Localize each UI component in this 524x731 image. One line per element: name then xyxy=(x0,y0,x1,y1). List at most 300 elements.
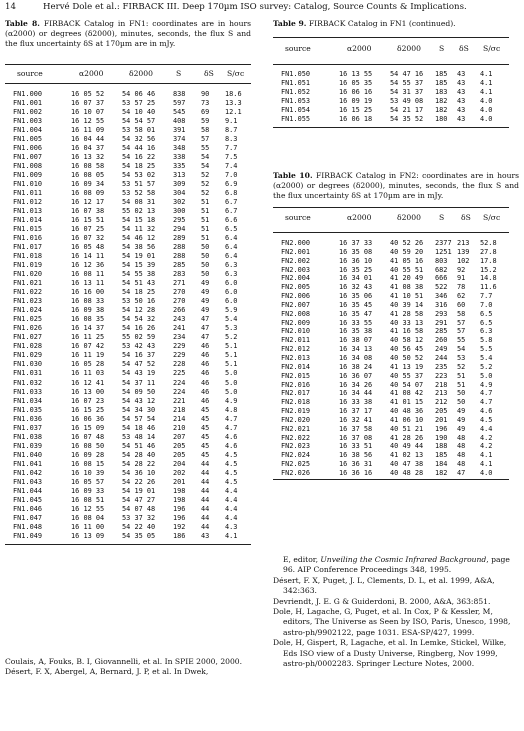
cell-flux: 304 xyxy=(173,189,186,198)
cell-ra: 16 09 33 xyxy=(71,486,105,495)
cell-ra: 16 33 51 xyxy=(339,442,373,451)
cell-dec: 54 46 12 xyxy=(122,234,156,243)
cell-dec: 54 51 46 xyxy=(122,441,156,450)
cell-flux: 234 xyxy=(173,333,186,342)
cell-source: FN1.014 xyxy=(13,216,43,225)
cell-source: FN1.019 xyxy=(13,261,43,270)
cell-ra: 16 34 01 xyxy=(339,274,373,283)
cell-ra: 16 07 32 xyxy=(71,234,105,243)
cell-flux: 180 xyxy=(435,115,448,124)
col-ra: α2000 xyxy=(347,213,372,222)
table8-caption-label: Table 8. xyxy=(5,19,40,28)
cell-flux: 348 xyxy=(173,144,186,153)
cell-source: FN1.013 xyxy=(13,207,43,216)
cell-flux: 205 xyxy=(173,441,186,450)
cell-source: FN1.006 xyxy=(13,144,43,153)
table-row xyxy=(5,369,251,378)
cell-snr: 4.0 xyxy=(480,115,493,124)
cell-ra: 16 36 31 xyxy=(339,460,373,469)
cell-flux: 207 xyxy=(173,432,186,441)
cell-dec: 40 51 21 xyxy=(390,424,424,433)
cell-dec: 54 28 22 xyxy=(122,459,156,468)
cell-ra: 16 05 35 xyxy=(339,79,373,88)
cell-dec: 54 54 32 xyxy=(122,315,156,324)
cell-dec: 54 57 54 xyxy=(122,414,156,423)
table-row xyxy=(5,505,251,514)
table-row xyxy=(273,442,509,451)
cell-snr: 4.5 xyxy=(225,468,238,477)
cell-flux-err: 45 xyxy=(201,450,210,459)
cell-snr: 5.3 xyxy=(225,324,238,333)
cell-snr: 6.4 xyxy=(225,243,238,252)
table8-caption xyxy=(5,19,251,50)
cell-flux-err: 62 xyxy=(457,292,466,301)
cell-ra: 16 37 58 xyxy=(339,424,373,433)
cell-flux-err: 51 xyxy=(201,207,210,216)
cell-flux-err: 49 xyxy=(457,415,466,424)
cell-ra: 16 08 50 xyxy=(71,441,105,450)
cell-ra: 16 14 37 xyxy=(71,324,105,333)
cell-dec: 41 01 15 xyxy=(390,398,424,407)
cell-flux: 229 xyxy=(173,342,186,351)
cell-ra: 16 32 41 xyxy=(339,415,373,424)
cell-ra: 16 34 08 xyxy=(339,353,373,362)
cell-source: FN2.016 xyxy=(281,380,311,389)
cell-snr: 6.5 xyxy=(225,225,238,234)
cell-dec: 54 16 37 xyxy=(122,351,156,360)
cell-snr: 15.2 xyxy=(480,265,497,274)
cell-flux: 205 xyxy=(173,450,186,459)
reference-part: E, editor, xyxy=(283,555,321,564)
cell-flux-err: 49 xyxy=(201,288,210,297)
cell-dec: 54 47 52 xyxy=(122,360,156,369)
cell-ra: 16 07 42 xyxy=(71,342,105,351)
cell-flux-err: 43 xyxy=(457,115,466,124)
cell-dec: 40 59 20 xyxy=(390,247,424,256)
cell-flux: 185 xyxy=(435,451,448,460)
cell-snr: 6.5 xyxy=(480,309,493,318)
cell-source: FN1.035 xyxy=(13,405,43,414)
cell-ra: 16 35 45 xyxy=(339,300,373,309)
cell-ra: 16 07 38 xyxy=(71,207,105,216)
table9-caption-text: FIRBACK Catalog in FN1 (continued). xyxy=(308,19,456,28)
table-row xyxy=(5,532,251,541)
cell-source: FN1.010 xyxy=(13,180,43,189)
table8-body xyxy=(5,90,251,541)
table-row xyxy=(5,225,251,234)
table-row xyxy=(5,117,251,126)
table-row xyxy=(273,257,509,266)
cell-snr: 4.3 xyxy=(225,522,238,531)
cell-flux: 185 xyxy=(435,70,448,78)
cell-flux: 198 xyxy=(173,486,186,495)
reference-item: Désert, F. X, Abergel, A, Bernard, J. P, et al. In Dwek, xyxy=(5,667,209,677)
cell-flux-err: 45 xyxy=(201,405,210,414)
cell-flux: 182 xyxy=(435,97,448,106)
col-dec: δ2000 xyxy=(397,44,421,53)
cell-snr: 14.8 xyxy=(480,274,497,283)
table10-caption-text: FIRBACK Catalog in FN2: coordinates are in hours (α2000) or degrees (δ2000), minutes, seconds, the flux S and the flux uncertainty δS at 170µm are in mJy. xyxy=(273,171,520,201)
cell-source: FN1.038 xyxy=(13,432,43,441)
cell-flux: 202 xyxy=(173,468,186,477)
table-row xyxy=(5,442,251,451)
cell-dec: 54 11 32 xyxy=(122,225,156,234)
cell-snr: 4.6 xyxy=(480,407,493,416)
cell-flux-err: 43 xyxy=(457,106,466,115)
cell-snr: 5.9 xyxy=(225,306,238,315)
table-row xyxy=(5,288,251,297)
cell-ra: 16 09 19 xyxy=(339,97,373,106)
cell-dec: 54 18 25 xyxy=(122,288,156,297)
table-row xyxy=(273,372,509,381)
cell-flux-err: 47 xyxy=(201,333,210,342)
cell-source: FN2.003 xyxy=(281,265,311,274)
cell-source: FN1.037 xyxy=(13,423,43,432)
cell-flux: 196 xyxy=(435,424,448,433)
cell-ra: 16 05 48 xyxy=(71,243,105,252)
cell-ra: 16 09 34 xyxy=(71,180,105,189)
cell-dec: 54 35 05 xyxy=(122,531,156,540)
cell-flux: 260 xyxy=(435,336,448,345)
table-row xyxy=(273,115,509,124)
table-row xyxy=(5,523,251,532)
cell-ra: 16 38 24 xyxy=(339,362,373,371)
cell-flux: 285 xyxy=(435,327,448,336)
cell-flux-err: 46 xyxy=(201,360,210,369)
cell-ra: 16 34 44 xyxy=(339,389,373,398)
cell-ra: 16 08 58 xyxy=(71,162,105,171)
table-row xyxy=(273,310,509,319)
cell-source: FN1.052 xyxy=(281,88,311,97)
cell-flux: 271 xyxy=(173,279,186,288)
table-row xyxy=(5,351,251,360)
table-row xyxy=(273,381,509,390)
table-row xyxy=(5,108,251,117)
cell-dec: 54 38 56 xyxy=(122,243,156,252)
table8-header-rule xyxy=(5,83,251,84)
cell-flux-err: 50 xyxy=(201,270,210,279)
cell-source: FN1.034 xyxy=(13,396,43,405)
cell-dec: 54 08 31 xyxy=(122,198,156,207)
cell-ra: 16 13 55 xyxy=(339,70,373,78)
col-flux: S xyxy=(439,44,445,53)
cell-flux-err: 91 xyxy=(457,274,466,283)
col-source: source xyxy=(285,44,311,53)
table-row xyxy=(5,487,251,496)
cell-source: FN1.024 xyxy=(13,306,43,315)
cell-flux-err: 45 xyxy=(201,414,210,423)
cell-flux: 283 xyxy=(173,270,186,279)
cell-dec: 41 02 13 xyxy=(390,451,424,460)
cell-source: FN2.026 xyxy=(281,468,311,477)
cell-source: FN1.039 xyxy=(13,441,43,450)
table-row xyxy=(5,514,251,523)
table-row xyxy=(273,451,509,460)
cell-snr: 4.6 xyxy=(225,441,238,450)
table-row xyxy=(273,106,509,115)
cell-flux-err: 60 xyxy=(457,300,466,309)
cell-ra: 16 08 33 xyxy=(71,297,105,306)
cell-flux: 666 xyxy=(435,274,448,283)
cell-flux-err: 58 xyxy=(457,309,466,318)
cell-dec: 54 43 12 xyxy=(122,396,156,405)
cell-source: FN2.013 xyxy=(281,353,311,362)
cell-flux: 291 xyxy=(435,318,448,327)
cell-flux-err: 51 xyxy=(201,198,210,207)
cell-source: FN1.028 xyxy=(13,342,43,351)
table-row xyxy=(5,333,251,342)
cell-flux: 249 xyxy=(435,345,448,354)
cell-ra: 16 13 00 xyxy=(71,387,105,396)
cell-dec: 53 37 32 xyxy=(122,513,156,522)
cell-ra: 16 33 38 xyxy=(339,398,373,407)
cell-snr: 4.1 xyxy=(480,451,493,460)
cell-flux: 266 xyxy=(173,306,186,315)
table-row xyxy=(5,433,251,442)
cell-source: FN1.051 xyxy=(281,79,311,88)
cell-dec: 40 33 13 xyxy=(390,318,424,327)
cell-dec: 41 16 58 xyxy=(390,327,424,336)
table-row xyxy=(273,79,509,88)
cell-source: FN1.049 xyxy=(13,531,43,540)
running-title: Hervé Dole et al.: FIRBACK III. Deep 170µm ISO survey: Catalog, Source Counts & Implications. xyxy=(43,2,467,12)
cell-flux-err: 47 xyxy=(201,324,210,333)
cell-snr: 5.5 xyxy=(480,345,493,354)
cell-dec: 53 48 14 xyxy=(122,432,156,441)
cell-source: FN2.004 xyxy=(281,274,311,283)
table-row xyxy=(5,451,251,460)
cell-ra: 16 35 25 xyxy=(339,265,373,274)
cell-flux-err: 44 xyxy=(201,513,210,522)
cell-snr: 7.5 xyxy=(225,153,238,162)
cell-ra: 16 04 37 xyxy=(71,144,105,153)
cell-source: FN1.018 xyxy=(13,252,43,261)
cell-flux-err: 44 xyxy=(201,468,210,477)
reference-item: Devriendt, J. E. G & Guiderdoni, B. 2000, A&A, 363:851. xyxy=(273,596,491,606)
cell-dec: 54 06 46 xyxy=(122,90,156,98)
cell-dec: 54 16 22 xyxy=(122,153,156,162)
cell-ra: 16 37 17 xyxy=(339,407,373,416)
table10-body xyxy=(273,239,509,478)
cell-source: FN2.019 xyxy=(281,407,311,416)
col-source: source xyxy=(17,69,43,78)
table-row xyxy=(273,97,509,106)
cell-ra: 16 04 44 xyxy=(71,135,105,144)
cell-flux-err: 43 xyxy=(457,79,466,88)
cell-flux-err: 46 xyxy=(201,369,210,378)
table-row xyxy=(273,345,509,354)
table-row xyxy=(273,398,509,407)
cell-snr: 5.1 xyxy=(225,351,238,360)
table-row xyxy=(5,315,251,324)
cell-ra: 16 14 11 xyxy=(71,252,105,261)
cell-snr: 4.1 xyxy=(480,79,493,88)
cell-ra: 16 16 00 xyxy=(71,288,105,297)
cell-snr: 6.9 xyxy=(225,180,238,189)
cell-flux-err: 45 xyxy=(201,432,210,441)
cell-snr: 4.0 xyxy=(480,106,493,115)
cell-flux: 682 xyxy=(435,265,448,274)
cell-flux: 2377 xyxy=(435,239,452,247)
cell-snr: 7.0 xyxy=(480,300,493,309)
cell-ra: 16 35 38 xyxy=(339,327,373,336)
cell-flux-err: 51 xyxy=(457,371,466,380)
table-row xyxy=(5,496,251,505)
cell-snr: 4.6 xyxy=(225,432,238,441)
cell-flux: 201 xyxy=(435,415,448,424)
cell-flux-err: 48 xyxy=(457,451,466,460)
cell-source: FN2.009 xyxy=(281,318,311,327)
cell-source: FN1.054 xyxy=(281,106,311,115)
cell-source: FN2.015 xyxy=(281,371,311,380)
cell-dec: 40 54 07 xyxy=(390,380,424,389)
cell-snr: 4.5 xyxy=(225,459,238,468)
cell-snr: 6.7 xyxy=(225,198,238,207)
table-row xyxy=(273,248,509,257)
table-row xyxy=(273,301,509,310)
cell-source: FN1.029 xyxy=(13,351,43,360)
cell-ra: 16 36 07 xyxy=(339,371,373,380)
cell-dec: 54 55 37 xyxy=(390,79,424,88)
cell-dec: 54 09 50 xyxy=(122,387,156,396)
reference-item: Dole, H, Gispert, R, Lagache, et al. In Lemke, Stickel, Wilke, Eds ISO view of a Dusty Universe, Ringberg, Nov 1999, astro-ph/0002283. Springer Lecture Notes, 2000. xyxy=(273,638,507,669)
cell-source: FN2.007 xyxy=(281,300,311,309)
cell-flux: 188 xyxy=(435,442,448,451)
cell-dec: 40 39 14 xyxy=(390,300,424,309)
cell-dec: 41 05 16 xyxy=(390,256,424,265)
cell-snr: 4.9 xyxy=(225,396,238,405)
cell-dec: 53 50 16 xyxy=(122,297,156,306)
cell-flux-err: 44 xyxy=(201,495,210,504)
table-row xyxy=(273,292,509,301)
cell-flux-err: 44 xyxy=(201,459,210,468)
cell-flux: 224 xyxy=(173,387,186,396)
cell-source: FN1.005 xyxy=(13,135,43,144)
cell-source: FN1.021 xyxy=(13,279,43,288)
cell-flux-err: 102 xyxy=(457,256,470,265)
cell-flux: 374 xyxy=(173,135,186,144)
cell-flux-err: 69 xyxy=(201,108,210,117)
cell-source: FN1.008 xyxy=(13,162,43,171)
cell-flux-err: 46 xyxy=(201,342,210,351)
reference-item: Désert, F. X, Puget, J. L, Clements, D. L, et al. 1999, A&A, 342:363. xyxy=(273,575,495,596)
cell-ra: 16 06 16 xyxy=(339,88,373,97)
cell-source: FN1.011 xyxy=(13,189,43,198)
cell-flux-err: 90 xyxy=(201,90,210,98)
table-row xyxy=(5,198,251,207)
cell-snr: 4.2 xyxy=(480,433,493,442)
table-row xyxy=(5,189,251,198)
cell-ra: 16 34 26 xyxy=(339,380,373,389)
cell-dec: 54 07 48 xyxy=(122,504,156,513)
cell-source: FN2.017 xyxy=(281,389,311,398)
cell-flux: 201 xyxy=(173,477,186,486)
cell-snr: 4.4 xyxy=(480,424,493,433)
cell-ra: 16 35 47 xyxy=(339,309,373,318)
cell-flux-err: 213 xyxy=(457,239,470,247)
col-flux-err: δS xyxy=(461,213,471,222)
table-row xyxy=(5,126,251,135)
cell-flux-err: 51 xyxy=(201,225,210,234)
cell-flux: 218 xyxy=(173,405,186,414)
cell-flux: 289 xyxy=(173,234,186,243)
cell-flux-err: 43 xyxy=(457,70,466,78)
cell-dec: 54 18 25 xyxy=(122,162,156,171)
cell-flux: 838 xyxy=(173,90,186,98)
table-row xyxy=(5,207,251,216)
cell-source: FN1.022 xyxy=(13,288,43,297)
table-row xyxy=(5,144,251,153)
table10-top-rule xyxy=(273,207,509,208)
table-row xyxy=(273,283,509,292)
col-ra: α2000 xyxy=(347,44,372,53)
table-row xyxy=(5,243,251,252)
cell-flux-err: 44 xyxy=(201,486,210,495)
cell-flux-err: 43 xyxy=(457,97,466,106)
cell-dec: 54 34 30 xyxy=(122,405,156,414)
cell-snr: 9.1 xyxy=(225,117,238,126)
cell-flux: 204 xyxy=(173,459,186,468)
cell-flux: 182 xyxy=(435,468,448,477)
cell-ra: 16 13 11 xyxy=(71,279,105,288)
cell-ra: 16 07 23 xyxy=(71,396,105,405)
col-source: source xyxy=(285,213,311,222)
col-dec: δ2000 xyxy=(129,69,153,78)
cell-source: FN2.008 xyxy=(281,309,311,318)
cell-flux-err: 46 xyxy=(201,351,210,360)
cell-flux-err: 55 xyxy=(201,144,210,153)
cell-ra: 16 11 25 xyxy=(71,333,105,342)
cell-ra: 16 32 43 xyxy=(339,283,373,292)
table-row xyxy=(273,425,509,434)
cell-ra: 16 38 07 xyxy=(339,336,373,345)
cell-flux: 288 xyxy=(173,243,186,252)
cell-snr: 4.4 xyxy=(225,495,238,504)
table9-caption-label: Table 9. xyxy=(273,19,307,28)
reference-part: , page 96. AIP Conference Proceedings 348, 1995. xyxy=(283,555,510,575)
cell-dec: 41 28 26 xyxy=(390,433,424,442)
cell-flux: 221 xyxy=(173,396,186,405)
cell-flux-err: 50 xyxy=(457,389,466,398)
cell-source: FN1.033 xyxy=(13,387,43,396)
cell-dec: 54 10 40 xyxy=(122,108,156,117)
col-snr: S/σc xyxy=(483,213,501,222)
cell-dec: 54 55 38 xyxy=(122,270,156,279)
cell-ra: 16 12 17 xyxy=(71,198,105,207)
table-row xyxy=(5,216,251,225)
cell-source: FN1.031 xyxy=(13,369,43,378)
table-row xyxy=(273,239,509,248)
cell-ra: 16 10 39 xyxy=(71,468,105,477)
table-row xyxy=(5,415,251,424)
table-row xyxy=(273,389,509,398)
cell-flux: 185 xyxy=(435,79,448,88)
table-row xyxy=(273,407,509,416)
cell-flux: 223 xyxy=(435,371,448,380)
cell-source: FN1.026 xyxy=(13,324,43,333)
cell-flux: 205 xyxy=(435,407,448,416)
cell-dec: 55 02 13 xyxy=(122,207,156,216)
cell-source: FN1.055 xyxy=(281,115,311,124)
cell-ra: 16 08 35 xyxy=(71,315,105,324)
cell-flux: 241 xyxy=(173,324,186,333)
cell-ra: 16 08 04 xyxy=(71,513,105,522)
cell-ra: 16 05 52 xyxy=(71,90,105,98)
cell-snr: 4.5 xyxy=(225,450,238,459)
cell-dec: 41 13 19 xyxy=(390,362,424,371)
cell-snr: 5.0 xyxy=(225,378,238,387)
cell-snr: 4.4 xyxy=(225,513,238,522)
